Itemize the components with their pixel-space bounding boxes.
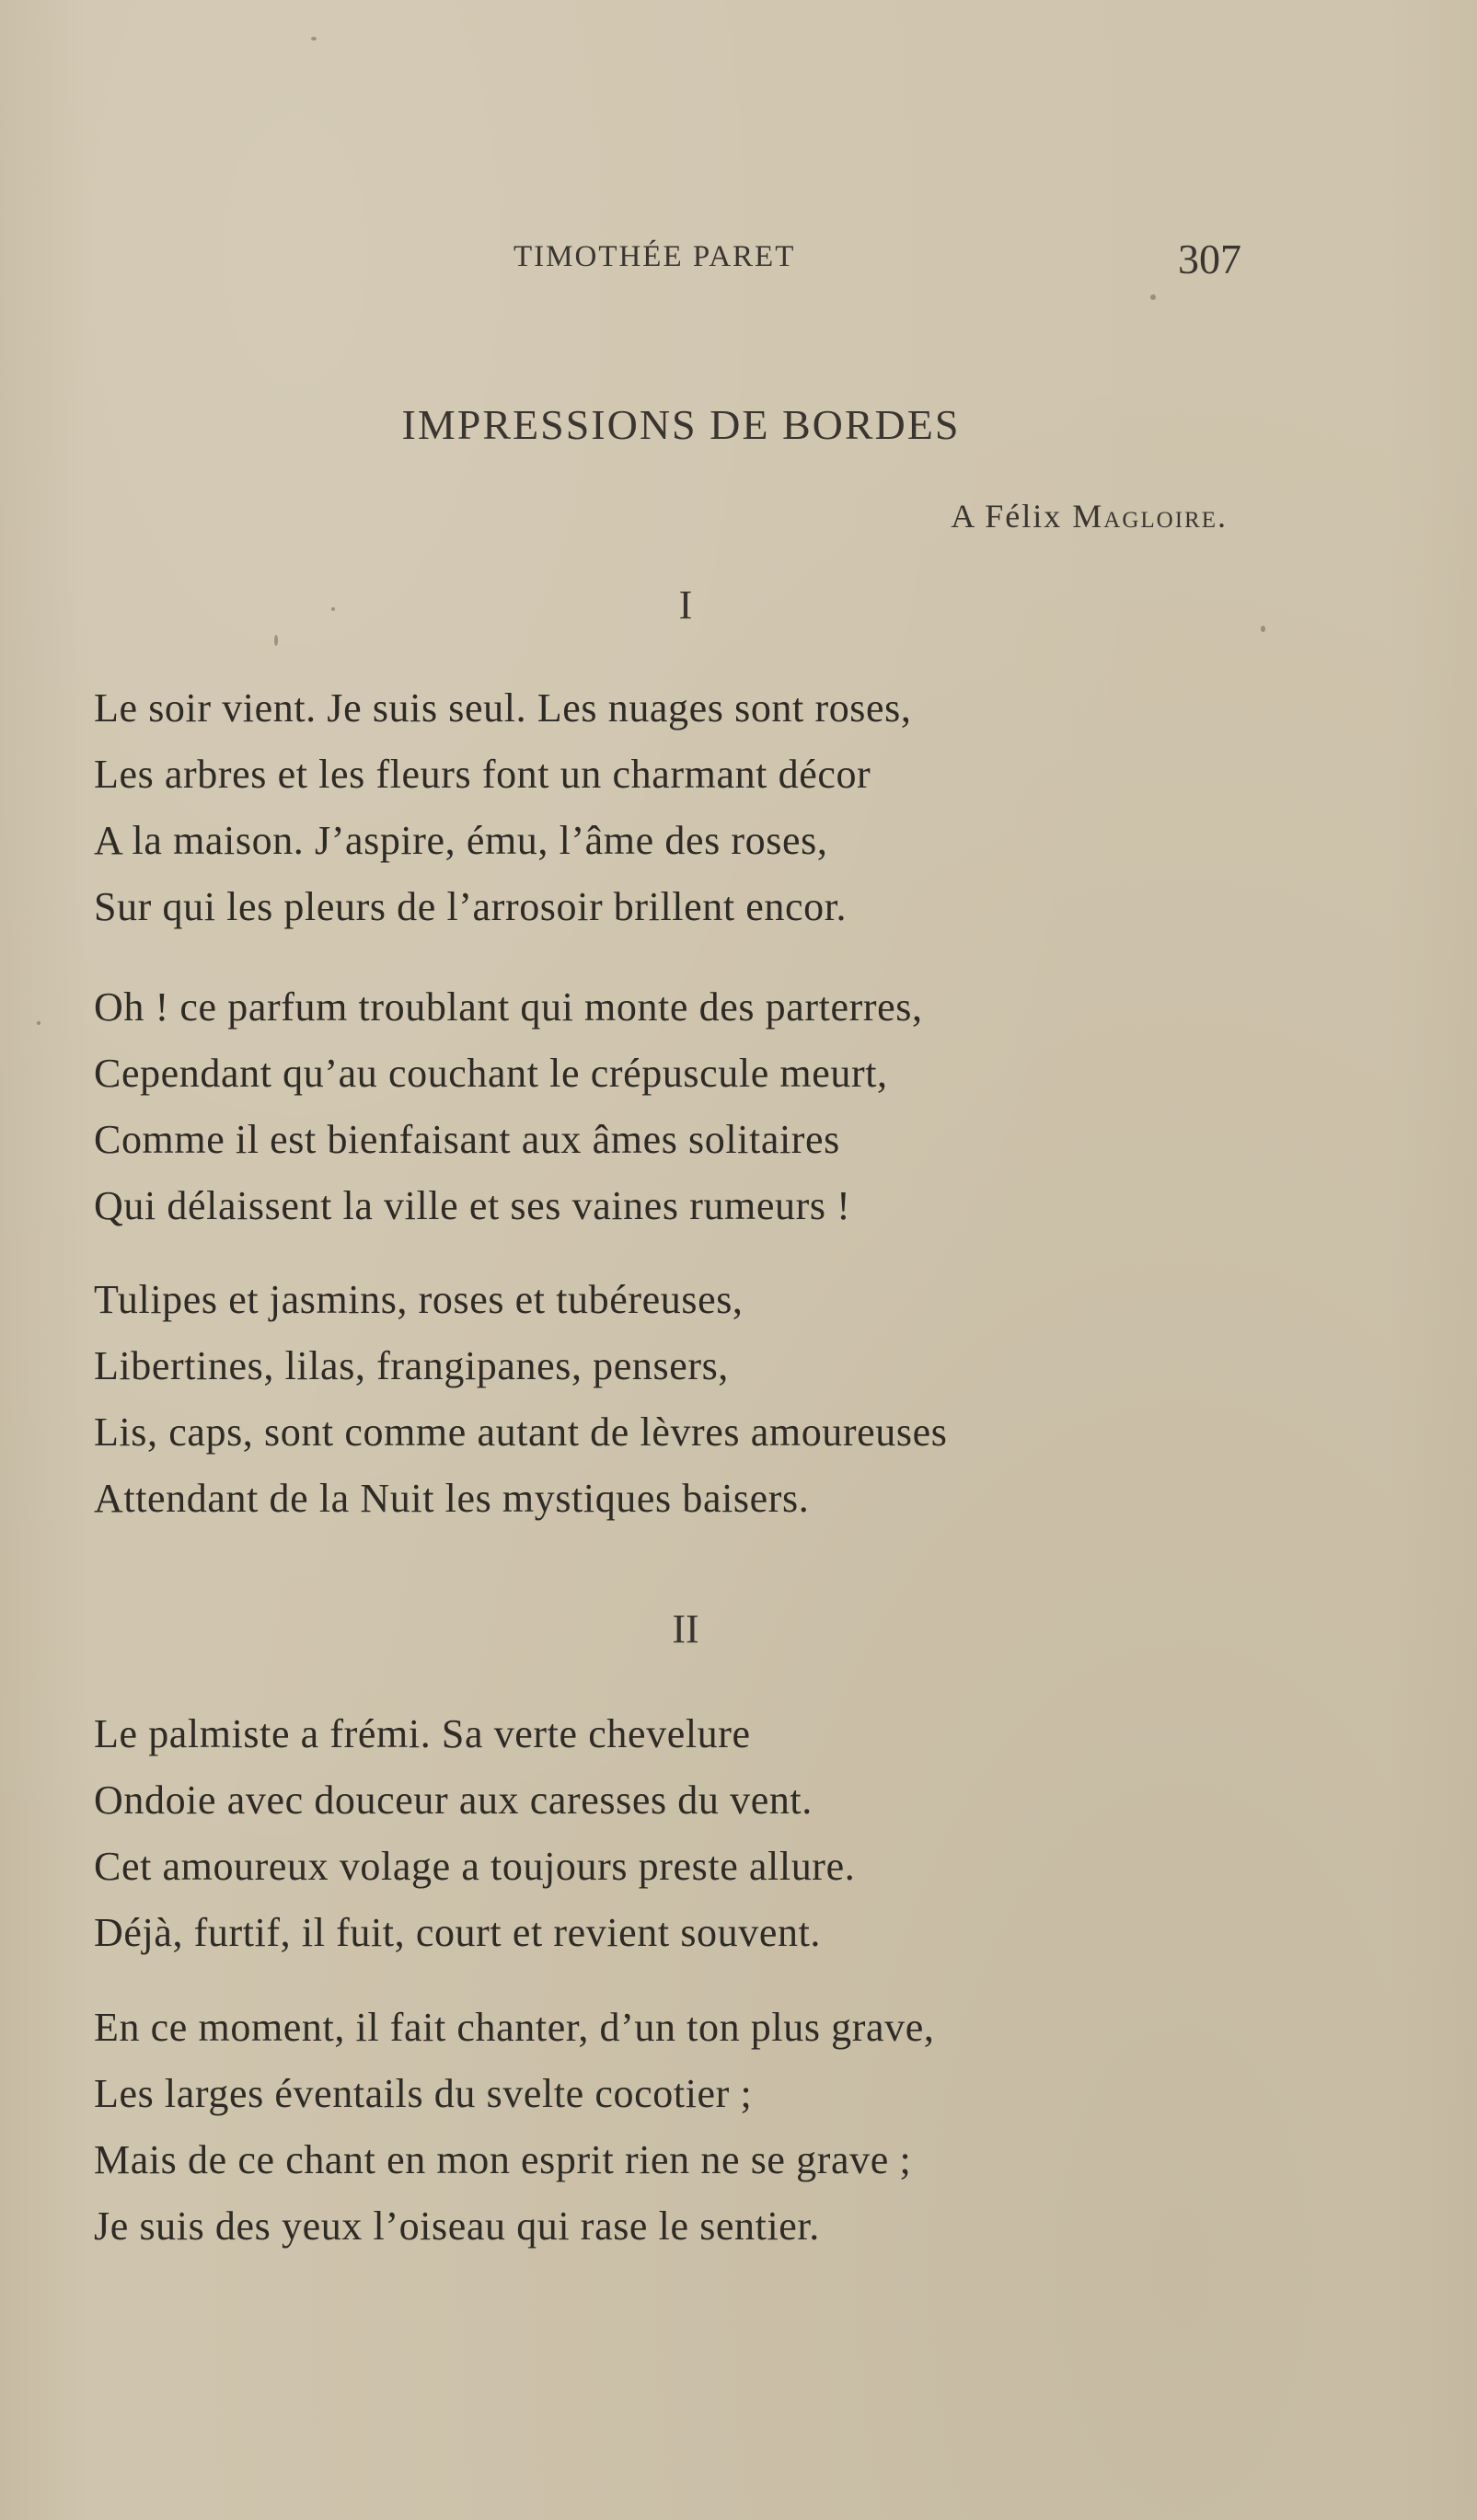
paper-speck: [1261, 626, 1265, 632]
dedication: [0, 497, 1228, 535]
verse-line: Cependant qu’au couchant le crépuscule meurt,: [94, 1051, 888, 1096]
section-number-2: II: [672, 1606, 699, 1651]
verse-line: Comme il est bienfaisant aux âmes solitaires: [94, 1117, 840, 1162]
verse-line: Déjà, furtif, il fuit, court et revient souvent.: [94, 1910, 822, 1955]
dedication-name: Magloire.: [1072, 498, 1228, 535]
verse-line: Les larges éventails du svelte cocotier ;: [94, 2071, 753, 2116]
verse-line: Je suis des yeux l’oiseau qui rase le sentier.: [94, 2204, 820, 2249]
verse-line: Libertines, lilas, frangipanes, pensers,: [94, 1343, 729, 1388]
paper-speck: [311, 37, 317, 40]
verse-line: Ondoie avec douceur aux caresses du vent.: [94, 1778, 813, 1823]
paper-speck: [274, 635, 278, 646]
paper-speck: [331, 607, 335, 611]
verse-line: Sur qui les pleurs de l’arrosoir brillent encor.: [94, 884, 848, 929]
stanza-4: [94, 1701, 1253, 1966]
verse-line: Attendant de la Nuit les mystiques baisers.: [94, 1476, 810, 1521]
verse-line: Tulipes et jasmins, roses et tubéreuses,: [94, 1277, 744, 1322]
paper-speck: [37, 1021, 40, 1025]
stanza-5: [94, 1995, 1253, 2260]
verse-line: Oh ! ce parfum troublant qui monte des parterres,: [94, 984, 923, 1030]
page-number: 307: [1178, 236, 1241, 282]
verse-line: Le palmiste a frémi. Sa verte chevelure: [94, 1711, 751, 1756]
paper-speck: [1150, 294, 1156, 300]
poem-title: IMPRESSIONS DE BORDES: [401, 401, 961, 448]
stanza-1: [94, 675, 1253, 940]
verse-line: A la maison. J’aspire, ému, l’âme des roses,: [94, 818, 828, 863]
section-number-1: I: [678, 582, 693, 627]
running-head: [0, 235, 1477, 290]
verse-line: En ce moment, il fait chanter, d’un ton plus grave,: [94, 2005, 935, 2050]
verse-line: Qui délaissent la ville et ses vaines rumeurs !: [94, 1183, 851, 1228]
verse-line: Les arbres et les fleurs font un charmant décor: [94, 752, 871, 797]
verse-line: Mais de ce chant en mon esprit rien ne se grave ;: [94, 2137, 912, 2182]
dedication-prefix: A Félix: [951, 498, 1063, 535]
running-head-title: TIMOTHÉE PARET: [513, 240, 796, 273]
stanza-3: [94, 1267, 1253, 1532]
stanza-2: [94, 974, 1253, 1239]
verse-line: Cet amoureux volage a toujours preste allure.: [94, 1844, 856, 1889]
verse-line: Lis, caps, sont comme autant de lèvres amoureuses: [94, 1410, 948, 1455]
verse-line: Le soir vient. Je suis seul. Les nuages sont roses,: [94, 685, 912, 731]
